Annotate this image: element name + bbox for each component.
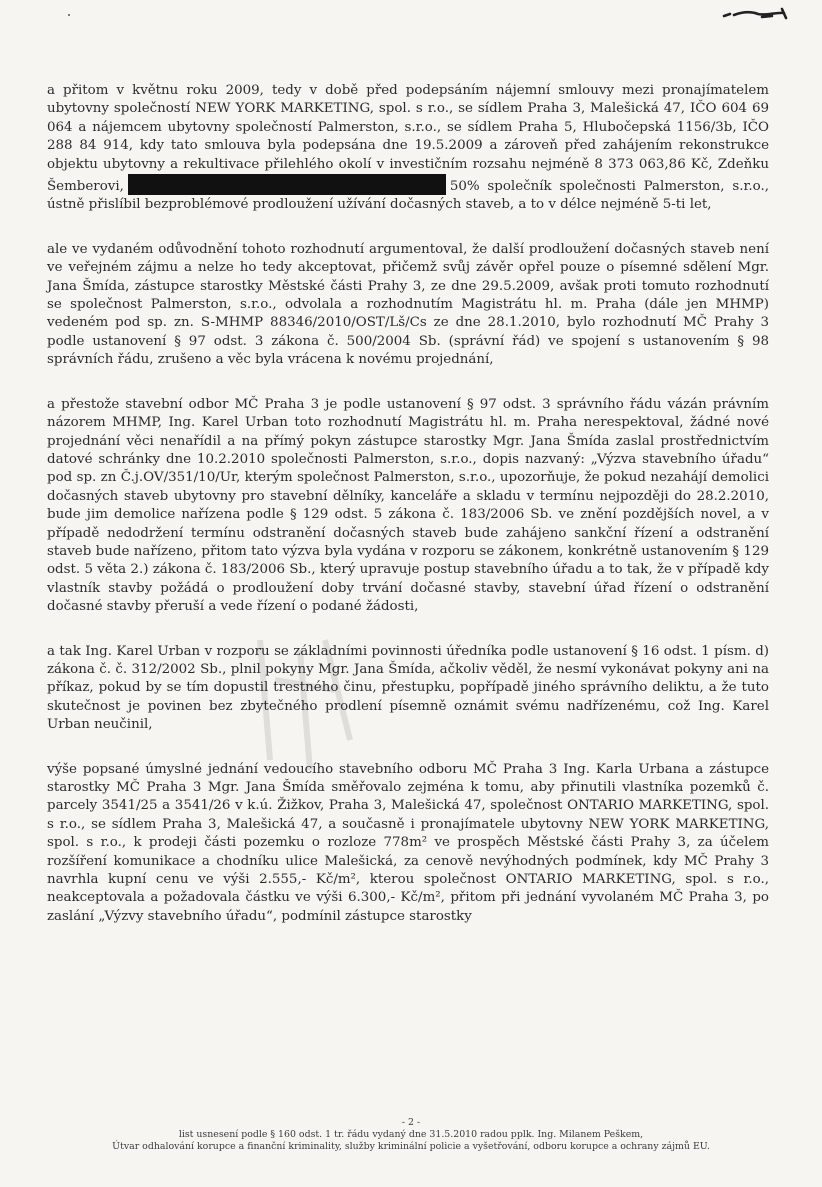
paragraph-3: a přestože stavební odbor MČ Praha 3 je podle ustanovení § 97 odst. 3 správního řádu vázán právním názorem MHMP, Ing. Karel Urban toto rozhodnutí Magistrátu hl. m. Praha nerespektoval, žádné nové projednání věci nenařídil a na přímý pokyn zástupce starostky Mgr. Jana Šmída zaslal prostřednictvím datové schránky dne 10.2.2010 společnosti Palmerston, s.r.o., dopis nazvaný: „Výzva stavebního úřadu“ pod sp. zn Č.j.OV/351/10/Ur, kterým společnost Palmerston, s.r.o., upozorňuje, že pokud nezahájí demolici dočasných staveb ubytovny pro stavební dělníky, kanceláře a skladu v termínu nejpozději do 28.2.2010, bude jim demolice nařízena podle § 129 odst. 5 zákona č. 183/2006 Sb. ve znění pozdějších novel, a v případě nedodržení termínu odstranění dočasných staveb bude zahájeno sankční řízení a odstranění staveb bude nařízeno, přitom tato výzva byla vydána v rozporu se zákonem, konkrétně ustanovením § 129 odst. 5 věta 2.) zákona č. 183/2006 Sb., který upravuje postup stavebního úřadu a to tak, že v případě kdy vlastník stavby požádá o prodloužení doby trvání dočasné stavby, stavební úřad řízení o odstranění dočasné stavby přeruší a vede řízení o podané žádosti,	[47, 396, 769, 615]
paragraph-1	[47, 82, 769, 215]
page-footer	[60, 1117, 762, 1154]
paragraph-5: výše popsané úmyslné jednání vedoucího stavebního odboru MČ Praha 3 Ing. Karla Urbana a zástupce starostky MČ Praha 3 Mgr. Jana Šmída směřovalo zejména k tomu, aby přinutili vlastníka pozemků č. parcely 3541/25 a 3541/26 v k.ú. Žižkov, Praha 3, Malešická 47, společnost ONTARIO MARKETING, spol. s r.o., se sídlem Praha 3, Malešická 47, a současně i pronajímatele ubytovny NEW YORK MARKETING, spol. s r.o., k prodeji části pozemku o rozloze 778m² ve prospěch Městské části Prahy 3, za účelem rozšíření komunikace a chodníku ulice Malešická, za cenově nevýhodných podmínek, kdy MČ Prahy 3 navrhla kupní cenu ve výši 2.555,- Kč/m², kterou společnost ONTARIO MARKETING, spol. s r.o., neakceptovala a požadovala částku ve výši 6.300,- Kč/m², přitom při jednání vyvolaném MČ Praha 3, po zaslání „Výzvy stavebního úřadu“, podmínil zástupce starostky	[47, 761, 769, 924]
document-body	[47, 82, 769, 952]
paragraph-1-part-a: a přitom v květnu roku 2009, tedy v době před podepsáním nájemní smlouvy mezi pronajímatelem ubytovny společností NEW YORK MARKETING, spol. s r.o., se sídlem Praha 3, Malešická 47, IČO 604 69 064 a nájemcem ubytovny společností Palmerston, s.r.o., se sídlem Praha 5, Hlubočepská 1156/3b, IČO 288 84 914, kdy tato smlouva byla podepsána dne 19.5.2009 a zároveň před zahájením rekonstrukce objektu ubytovny a rekultivace přilehlého okolí v investičním rozsahu nejméně 8 373 063,86 Kč, Zdeňku Šemberovi,	[47, 83, 769, 195]
paragraph-1-part-b: 50% společník společnosti Palmerston, s.r.o., ústně přislíbil bezproblémové prodloužení užívání dočasných staveb, a to v délce nejméně 5-ti let,	[47, 179, 769, 213]
scan-speck	[68, 14, 70, 16]
paragraph-2: ale ve vydaném odůvodnění tohoto rozhodnutí argumentoval, že další prodloužení dočasných staveb není ve veřejném zájmu a nelze ho tedy akceptovat, přičemž svůj závěr opřel pouze o písemné sdělení Mgr. Jana Šmída, zástupce starostky Městské části Prahy 3, ze dne 29.5.2009, avšak proti tomuto rozhodnutí se společnost Palmerston, s.r.o., odvolala a rozhodnutím Magistrátu hl. m. Praha (dále jen MHMP) vedeném pod sp. zn. S-MHMP 88346/2010/OST/Lš/Cs ze dne 28.1.2010, bylo rozhodnutí MČ Prahy 3 podle ustanovení § 97 odst. 3 zákona č. 500/2004 Sb. (správní řád) ve spojení s ustanovením § 98 správních řádu, zrušeno a věc byla vrácena k novému projednání,	[47, 241, 769, 368]
paragraph-4: a tak Ing. Karel Urban v rozporu se základními povinnosti úředníka podle ustanovení § 16 odst. 1 písm. d) zákona č. č. 312/2002 Sb., plnil pokyny Mgr. Jana Šmída, ačkoliv věděl, že nesmí vykonávat pokyny ani na příkaz, pokud by se tím dopustil trestného činu, přestupku, popřípadě jiného správního deliktu, a že tuto skutečnost je povinen bez zbytečného prodlení písemně oznámit svému nadřízenému, což Ing. Karel Urban neučinil,	[47, 643, 769, 733]
page-number: - 2 -	[401, 1117, 421, 1128]
handwritten-mark-icon	[722, 6, 792, 22]
footer-line-2: Útvar odhalování korupce a finanční kriminality, služby kriminální policie a vyšetřování, odboru korupce a ochrany zájmů EU.	[112, 1141, 710, 1153]
redaction-bar	[128, 174, 446, 195]
footer-line-1: list usnesení podle § 160 odst. 1 tr. řádu vydaný dne 31.5.2010 radou pplk. Ing. Milanem Peškem,	[178, 1129, 644, 1141]
